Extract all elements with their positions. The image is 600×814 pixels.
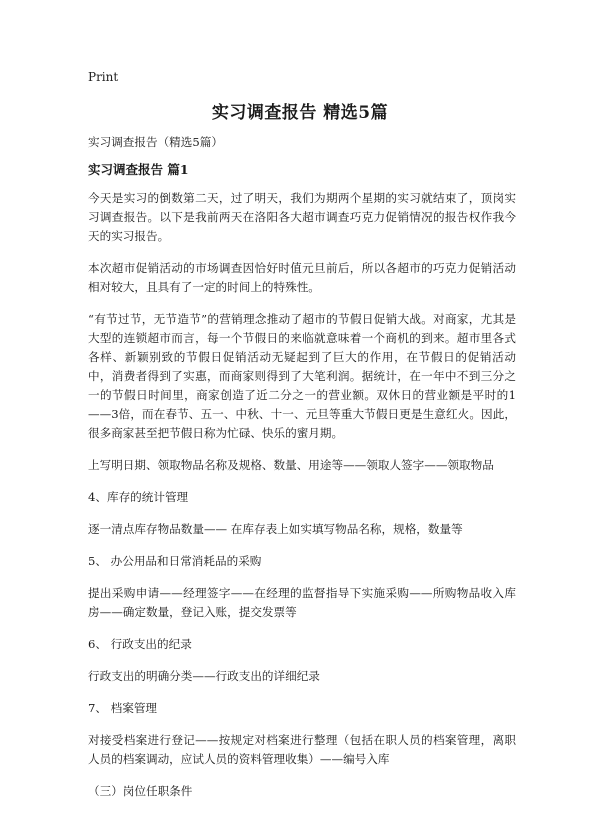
paragraph: 本次超市促销活动的市场调查因恰好时值元旦前后，所以各超市的巧克力促销活动相对较大，且具有了一定的时间上的特殊性。 [88, 261, 516, 294]
document-body [88, 133, 516, 814]
paragraph: 逐一清点库存物品数量—— 在库存表上如实填写物品名称，规格，数量等 [88, 522, 463, 536]
paragraph: “有节过节，无节造节”的营销理念推动了超市的节假日促销大战。对商家，尤其是大型的连锁超市而言，每一个节假日的来临就意味着一个商机的到来。超市里各式各样、新颖别致的节假日促销活动无疑起到了巨大的作用，在节假日的促销活动中，消费者得到了实惠，而商家则得到了大笔利润。据统计，在一年中不到三分之一的节假日时间里，商家创造了近二分之一的营业额。双休日的营业额是平时的1——3倍，而在春节、五一、中秋、十一、元旦等重大节假日更是生意红火。因此，很多商家甚至把节假日称为忙碌、快乐的蜜月期。 [88, 312, 516, 440]
paragraph: 提出采购申请——经理签字——在经理的监督指导下实施采购——所购物品收入库房——确定数量，登记入账，提交发票等 [88, 586, 516, 619]
paragraph: 行政支出的明确分类——行政支出的详细纪录 [88, 669, 320, 683]
list-heading: 5、 办公用品和日常消耗品的采购 [88, 554, 262, 568]
paragraph: 今天是实习的倒数第二天，过了明天，我们为期两个星期的实习就结束了，顶岗实习调查报告。以下是我前两天在洛阳各大超市调查巧克力促销情况的报告权作我今天的实习报告。 [88, 191, 516, 243]
print-link[interactable]: Print [88, 70, 119, 84]
document-subtitle: 实习调查报告（精选5篇） [88, 135, 223, 149]
paragraph: 上写明日期、领取物品名称及规格、数量、用途等——领取人签字——领取物品 [88, 458, 494, 472]
list-heading: 7、 档案管理 [88, 701, 158, 715]
page-title: 实习调查报告 精选5篇 [211, 103, 389, 123]
section-heading: 实习调查报告 篇1 [88, 162, 189, 177]
list-heading: 4、库存的统计管理 [88, 490, 189, 504]
list-heading: 6、 行政支出的纪录 [88, 637, 192, 651]
paragraph: 对接受档案进行登记——按规定对档案进行整理（包括在职人员的档案管理，离职人员的档案调动，应试人员的资料管理收集）——编号入库 [88, 733, 516, 766]
list-heading: （三）岗位任职条件 [88, 784, 193, 798]
